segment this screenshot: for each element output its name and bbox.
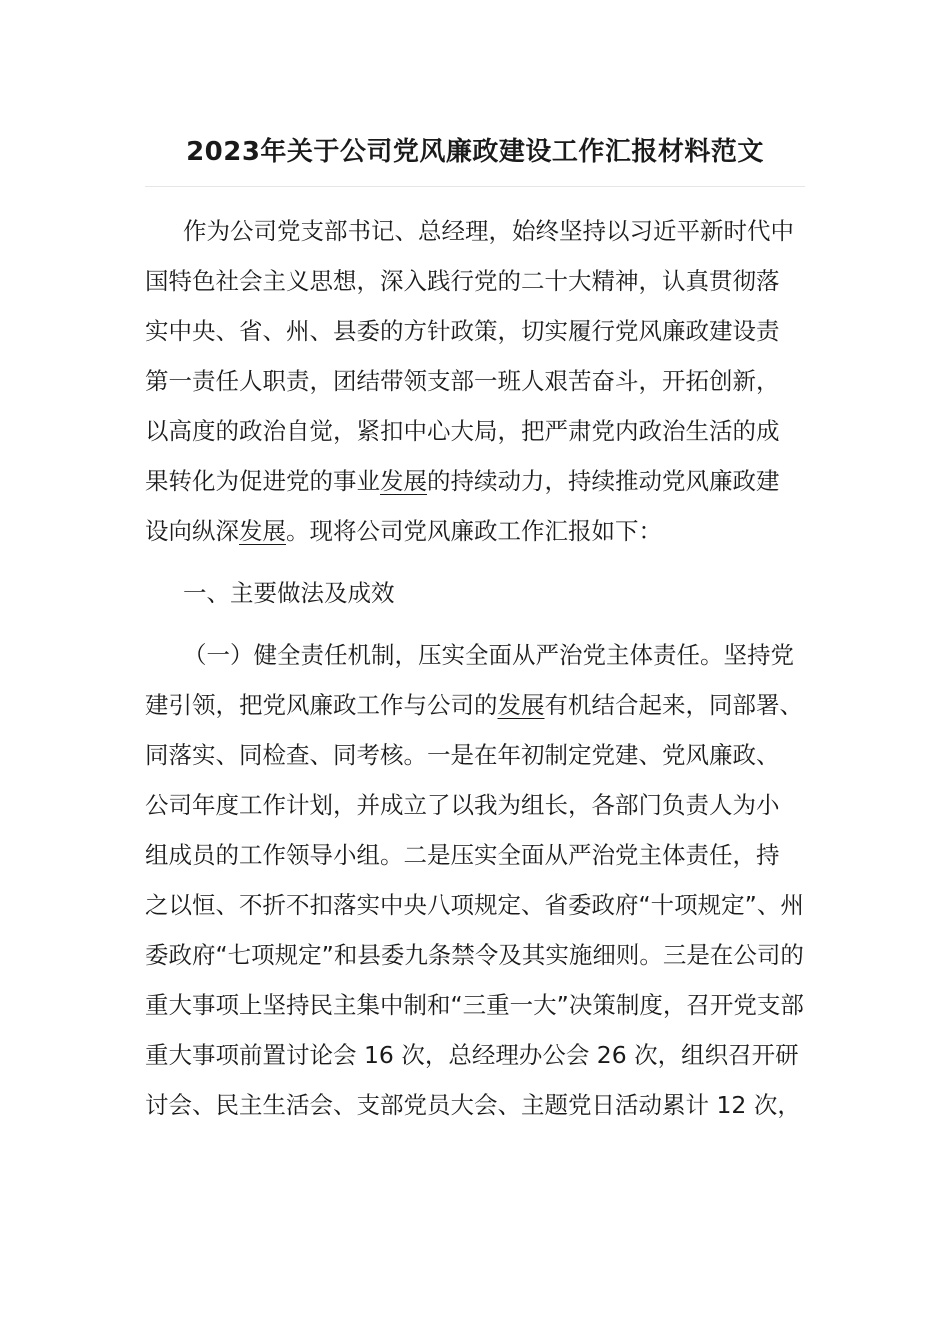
text-line: 以高度的政治自觉，紧扣中心大局，把严肃党内政治生活的成 [145, 417, 780, 445]
text-line: 公司年度工作计划，并成立了以我为组长，各部门负责人为小 [145, 791, 780, 819]
text-line: 同落实、同检查、同考核。一是在年初制定党建、党风廉政、 [145, 741, 780, 769]
development-link[interactable]: 发展 [380, 467, 427, 495]
subsection-paragraph [145, 630, 811, 1130]
intro-paragraph [145, 206, 811, 556]
document-title: 2023年关于公司党风廉政建设工作汇报材料范文 [186, 137, 764, 167]
text-line: 重大事项前置讨论会 16 次，总经理办公会 26 次，组织召开研 [145, 1041, 799, 1069]
text-line: 组成员的工作领导小组。二是压实全面从严治党主体责任，持 [145, 841, 780, 869]
text-segment: 果转化为促进党的事业 [145, 467, 380, 495]
text-line [145, 456, 811, 506]
text-segment: 的持续动力，持续推动党风廉政建 [427, 467, 780, 495]
development-link[interactable]: 发展 [239, 517, 286, 545]
text-segment: 。现将公司党风廉政工作汇报如下： [286, 517, 662, 545]
text-line: （一）健全责任机制，压实全面从严治党主体责任。坚持党 [183, 641, 794, 669]
text-line: 作为公司党支部书记、总经理，始终坚持以习近平新时代中 [183, 217, 794, 245]
text-line: 之以恒、不折不扣落实中央八项规定、省委政府“十项规定”、州 [145, 891, 804, 919]
development-link[interactable]: 发展 [497, 691, 545, 719]
title-divider [145, 186, 805, 187]
text-line: 重大事项上坚持民主集中制和“三重一大”决策制度，召开党支部 [145, 991, 804, 1019]
text-line: 国特色社会主义思想，深入践行党的二十大精神，认真贯彻落 [145, 267, 780, 295]
text-segment: 建引领，把党风廉政工作与公司的 [145, 691, 498, 719]
text-line: 委政府“七项规定”和县委九条禁令及其实施细则。三是在公司的 [145, 941, 804, 969]
text-segment: 有机结合起来，同部署、 [544, 691, 803, 719]
text-line: 实中央、省、州、县委的方针政策，切实履行党风廉政建设责 [145, 317, 780, 345]
document-body [145, 206, 811, 1130]
section-heading: 一、主要做法及成效 [183, 579, 395, 607]
text-line [145, 680, 811, 730]
text-line: 讨会、民主生活会、支部党员大会、主题党日活动累计 12 次， [145, 1091, 801, 1119]
text-segment: 设向纵深 [145, 517, 239, 545]
text-line: 第一责任人职责，团结带领支部一班人艰苦奋斗，开拓创新， [145, 367, 780, 395]
text-line [145, 506, 811, 556]
